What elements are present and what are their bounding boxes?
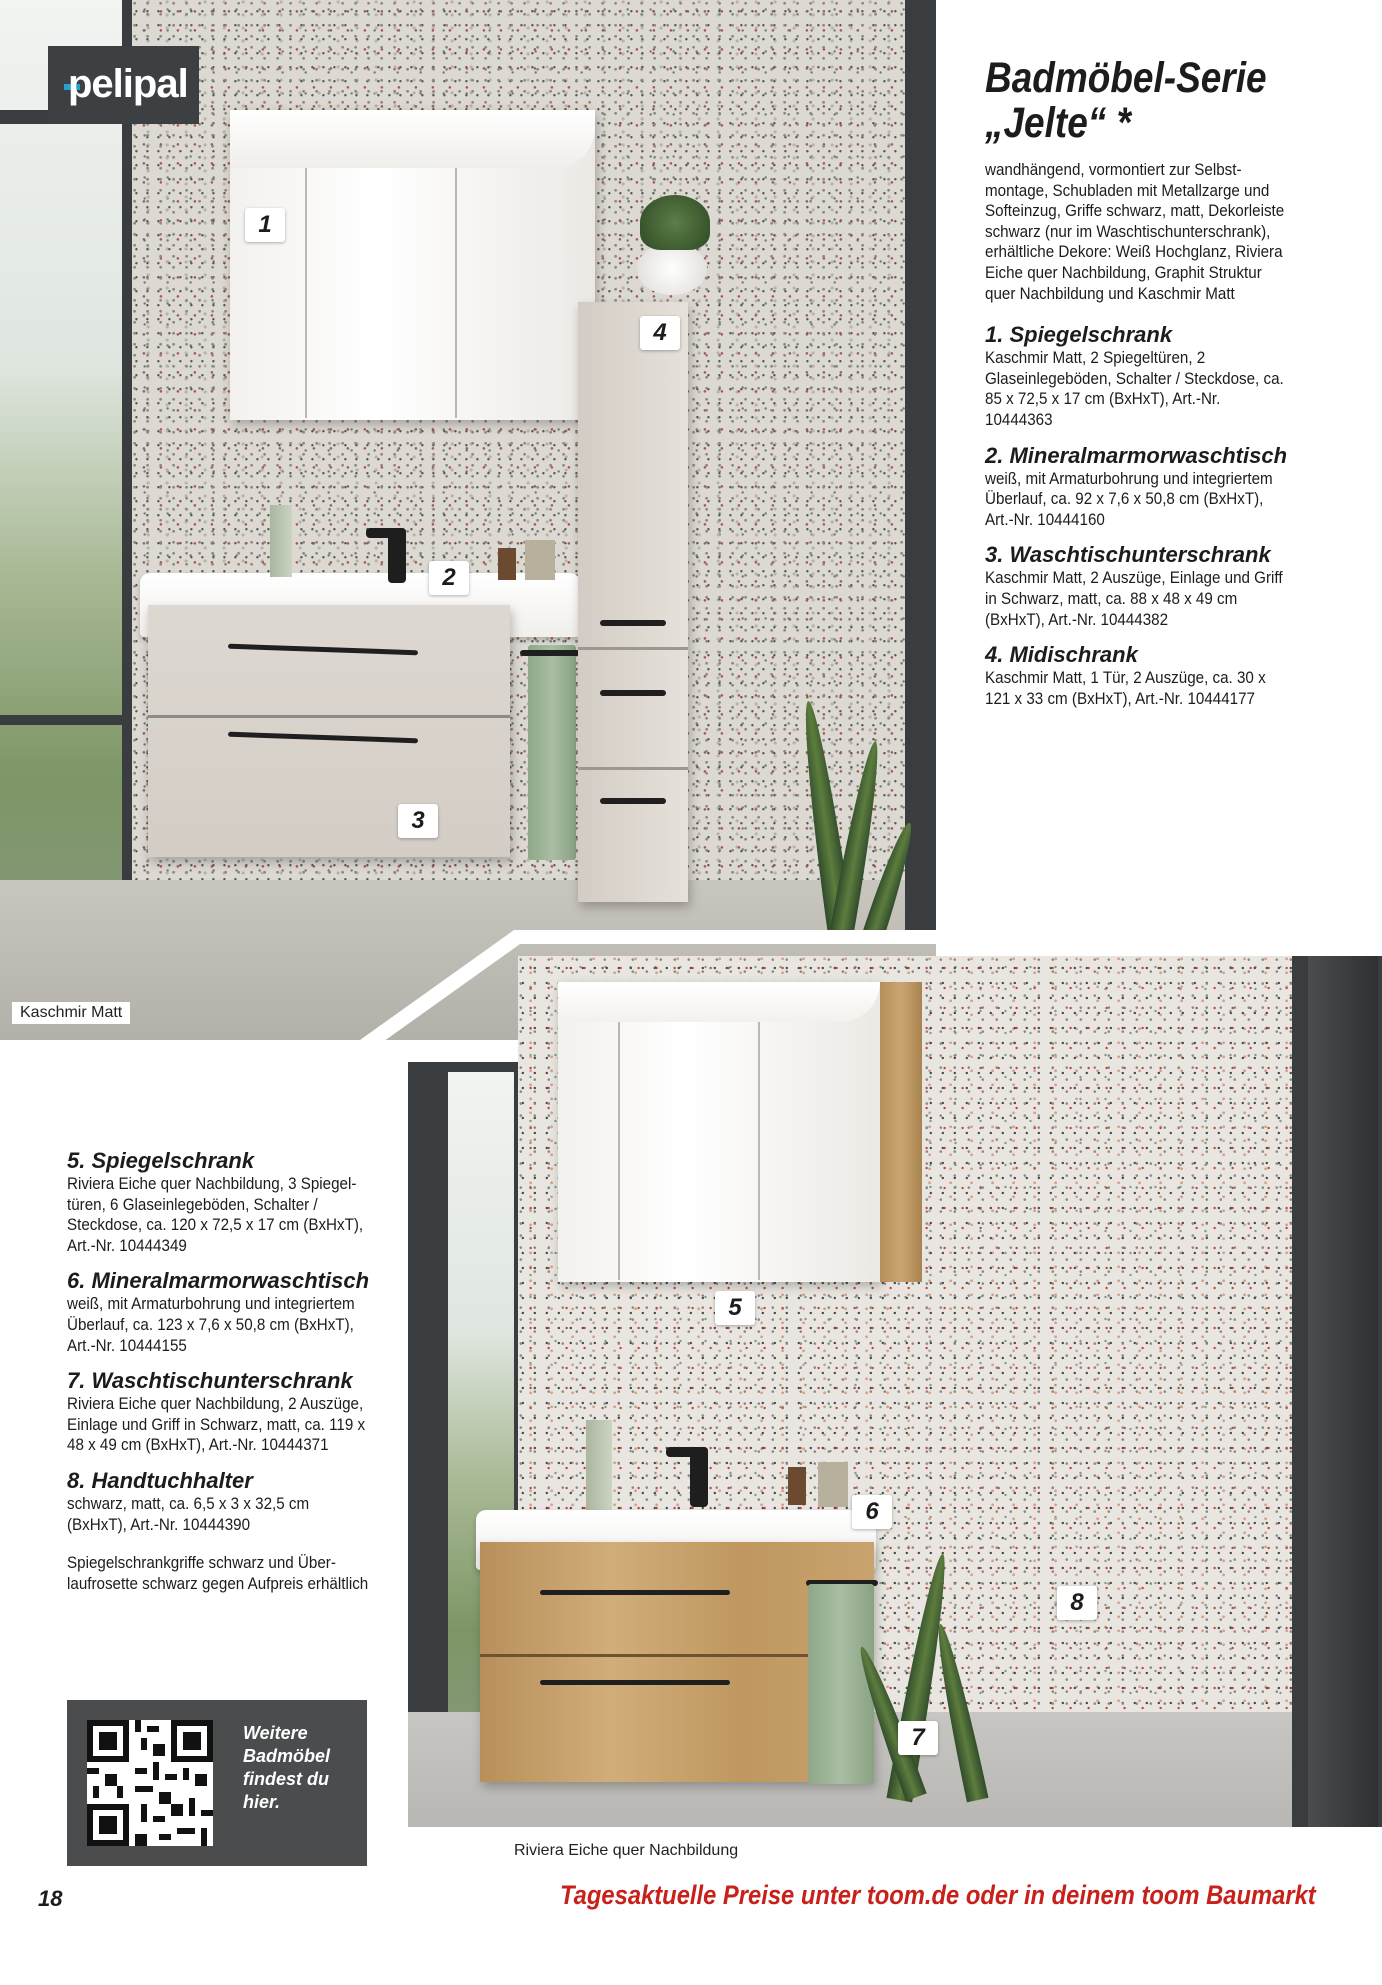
item-text: weiß, mit Armaturbohrung und integriertem Überlauf, ca. 123 x 7,6 x 50,8 cm (BxHxT), Art.-Nr. 10444155 [67, 1295, 355, 1355]
decor-bottle [498, 548, 516, 580]
qr-text-line: Weitere [243, 1723, 308, 1743]
door-divider [455, 168, 457, 418]
drawer-handle [540, 1590, 730, 1595]
marker-5: 5 [715, 1291, 755, 1325]
item-title: 3. Waschtischunterschrank [985, 542, 1271, 568]
item-title: 2. Mineralmarmorwaschtisch [985, 442, 1288, 468]
vanity-unit-3 [148, 605, 510, 857]
footer-slogan[interactable]: Tagesaktuelle Preise unter toom.de oder in deinem toom Baumarkt [560, 1880, 1316, 1910]
page-number: 18 [38, 1886, 63, 1911]
series-title-line2: „Jelte“ * [985, 99, 1131, 147]
drawer-handle [600, 690, 666, 696]
marker-6: 6 [852, 1495, 892, 1529]
marker-1: 1 [245, 208, 285, 242]
door-divider [758, 1022, 760, 1280]
item-title: 4. Midischrank [985, 642, 1138, 668]
drawer-handle [540, 1680, 730, 1685]
cabinet-light-top [230, 110, 595, 168]
decor-cup [818, 1462, 848, 1507]
door-gap [578, 767, 688, 770]
item-text: Riviera Eiche quer Nachbildung, 3 Spiegeltüren, 6 Glaseinlegeböden, Schalter / Steckdose, ca. 120 x 72,5 x 17 cm (BxHxT), Art.-Nr. 10444349 [67, 1175, 364, 1255]
towel [528, 645, 576, 860]
item-6 [67, 1268, 407, 1356]
towel-rail [520, 650, 580, 656]
window-frame [1308, 956, 1378, 1827]
marker-2: 2 [429, 561, 469, 595]
drawer-handle [228, 732, 418, 744]
item-5 [67, 1148, 407, 1256]
door-divider [305, 168, 307, 418]
item-text: schwarz, matt, ca. 6,5 x 3 x 32,5 cm (BxHxT), Art.-Nr. 10444390 [67, 1494, 310, 1534]
item-3 [985, 542, 1325, 630]
door-gap [578, 647, 688, 650]
logo-text: pelipal [68, 62, 188, 106]
item-4 [985, 642, 1325, 709]
decor-bottle [586, 1420, 612, 1510]
marker-4: 4 [640, 316, 680, 350]
midi-cabinet-4 [578, 302, 688, 902]
faucet-spout [666, 1447, 708, 1457]
mirror-cabinet-5 [558, 982, 880, 1282]
item-title: 8. Handtuchhalter [67, 1467, 253, 1493]
bottom-product-photo [408, 942, 1382, 1827]
item-title: 7. Waschtischunterschrank [67, 1368, 353, 1394]
marker-8: 8 [1057, 1586, 1097, 1620]
cabinet-side-oak [880, 982, 922, 1282]
series-info [985, 56, 1325, 721]
qr-text-line: hier. [243, 1792, 281, 1812]
series-title [985, 56, 1277, 146]
item-text: Kaschmir Matt, 1 Tür, 2 Auszüge, ca. 30 x 121 x 33 cm (BxHxT), Art.-Nr. 10444177 [985, 669, 1266, 708]
drawer-handle [600, 620, 666, 626]
item-text: Riviera Eiche quer Nachbildung, 2 Auszüge, Einlage und Griff in Schwarz, matt, ca. 119 x 48 x 49 cm (BxHxT), Art.-Nr. 10444371 [67, 1395, 366, 1455]
marker-7: 7 [898, 1721, 938, 1755]
qr-text-line: findest du [243, 1769, 329, 1789]
decor-bottle [788, 1467, 806, 1505]
towel [808, 1584, 874, 1784]
qr-promo-box[interactable] [67, 1700, 367, 1866]
bottom-items [67, 1148, 407, 1594]
mirror-cabinet-1 [230, 110, 595, 420]
item-8 [67, 1468, 407, 1535]
caption-riviera-eiche: Riviera Eiche quer Nachbildung [506, 1840, 746, 1862]
plant-pot [637, 243, 707, 295]
drawer-handle [228, 644, 418, 656]
drawer-handle [600, 798, 666, 804]
window-frame [0, 715, 130, 725]
faucet-spout [366, 528, 406, 538]
window-frame [905, 0, 936, 940]
door-divider [618, 1022, 620, 1280]
pelipal-logo [48, 46, 199, 124]
drawer-gap [148, 715, 510, 718]
qr-code-icon[interactable] [87, 1720, 213, 1846]
item-title: 5. Spiegelschrank [67, 1148, 255, 1173]
item-title: 1. Spiegelschrank [985, 322, 1173, 348]
item-7 [67, 1368, 407, 1456]
top-product-photo [0, 0, 936, 1040]
item-1 [985, 322, 1325, 430]
qr-text [243, 1722, 330, 1814]
qr-text-line: Badmöbel [243, 1746, 331, 1766]
item-text: Kaschmir Matt, 2 Spiegeltüren, 2 Glaseinlegeböden, Schalter / Steckdose, ca. 85 x 72,5 x 17 cm (BxHxT), Art.-Nr. 10444363 [985, 349, 1284, 429]
caption-kaschmir-matt: Kaschmir Matt [12, 1002, 130, 1024]
decor-cup [525, 540, 555, 580]
plant [640, 195, 710, 250]
accessory-note: Spiegelschrankgriffe schwarz und Überlaufrosette schwarz gegen Aufpreis erhältlich [67, 1554, 369, 1593]
cabinet-light-top [558, 982, 880, 1022]
decor-bottle [270, 505, 292, 577]
item-text: Kaschmir Matt, 2 Auszüge, Einlage und Griff in Schwarz, matt, ca. 88 x 48 x 49 cm (BxHxT), Art.-Nr. 10444382 [985, 569, 1283, 629]
item-title: 6. Mineralmarmorwaschtisch [67, 1268, 370, 1294]
item-text: weiß, mit Armaturbohrung und integriertem Überlauf, ca. 92 x 7,6 x 50,8 cm (BxHxT), Art.-Nr. 10444160 [985, 469, 1273, 529]
item-2 [985, 443, 1325, 531]
marker-3: 3 [398, 804, 438, 838]
series-title-line1: Badmöbel-Serie [985, 54, 1267, 102]
series-description: wandhängend, vormontiert zur Selbstmontage, Schubladen mit Metallzarge und Softeinzug, Griffe schwarz, matt, Dekorleiste schwarz (nur im Waschtischunterschrank), erhältliche Dekore: Weiß Hochglanz, Riviera Eiche quer Nachbildung, Graphit Struktur quer Nachbildung und Kaschmir Matt [985, 161, 1285, 303]
